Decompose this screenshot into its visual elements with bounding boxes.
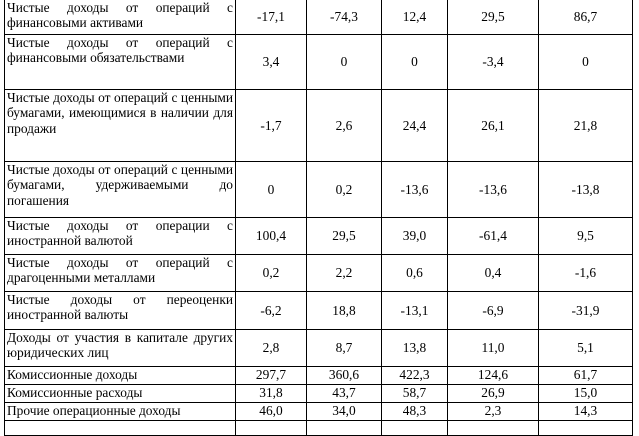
cell-value: 12,4 — [382, 0, 448, 35]
cell-value: 58,7 — [382, 385, 448, 403]
cell-value — [448, 421, 539, 436]
cell-value: 9,5 — [539, 218, 633, 255]
cell-value: 2,2 — [307, 255, 382, 292]
cell-value: 2,6 — [307, 90, 382, 162]
cell-value: 3,4 — [236, 35, 307, 90]
cell-value: -31,9 — [539, 292, 633, 330]
cell-value: 46,0 — [236, 403, 307, 421]
cell-value: 48,3 — [382, 403, 448, 421]
cell-value: 29,5 — [307, 218, 382, 255]
row-label — [5, 421, 236, 436]
cell-value: 8,7 — [307, 330, 382, 367]
table-row — [5, 330, 633, 367]
table-row — [5, 35, 633, 90]
cell-value: -1,6 — [539, 255, 633, 292]
cell-value — [539, 421, 633, 436]
table-row — [5, 367, 633, 385]
table-row — [5, 218, 633, 255]
row-label: Прочие операционные доходы — [5, 403, 236, 421]
cell-value — [236, 421, 307, 436]
row-label: Чистые доходы от переоценки иностранной валюты — [5, 292, 236, 330]
cell-value: -13,8 — [539, 162, 633, 218]
cell-value: 124,6 — [448, 367, 539, 385]
cell-value: -13,6 — [448, 162, 539, 218]
cell-value: 13,8 — [382, 330, 448, 367]
row-label: Комиссионные расходы — [5, 385, 236, 403]
cell-value: 31,8 — [236, 385, 307, 403]
cell-value: 0 — [382, 35, 448, 90]
cell-value: -74,3 — [307, 0, 382, 35]
cell-value: -13,6 — [382, 162, 448, 218]
cell-value: -6,9 — [448, 292, 539, 330]
row-label: Чистые доходы от операции с иностранной валютой — [5, 218, 236, 255]
row-label: Комиссионные доходы — [5, 367, 236, 385]
cell-value: -17,1 — [236, 0, 307, 35]
cell-value: 26,9 — [448, 385, 539, 403]
cell-value: 100,4 — [236, 218, 307, 255]
cell-value: 297,7 — [236, 367, 307, 385]
cell-value: 34,0 — [307, 403, 382, 421]
cell-value: 14,3 — [539, 403, 633, 421]
row-label: Чистые доходы от операций с ценными бумагами, имеющимися в наличии для продажи — [5, 90, 236, 162]
cell-value: 39,0 — [382, 218, 448, 255]
cell-value — [307, 421, 382, 436]
table-row — [5, 255, 633, 292]
table-row — [5, 292, 633, 330]
table-body — [5, 0, 633, 436]
cell-value: -3,4 — [448, 35, 539, 90]
cell-value: 15,0 — [539, 385, 633, 403]
cell-value: 11,0 — [448, 330, 539, 367]
cell-value: 0,6 — [382, 255, 448, 292]
cell-value: 0 — [307, 35, 382, 90]
cell-value: 18,8 — [307, 292, 382, 330]
row-label: Чистые доходы от операций с ценными бумагами, удерживаемыми до погашения — [5, 162, 236, 218]
cell-value: 0 — [236, 162, 307, 218]
cell-value: 2,8 — [236, 330, 307, 367]
cell-value: 43,7 — [307, 385, 382, 403]
cell-value: 26,1 — [448, 90, 539, 162]
table-row — [5, 403, 633, 421]
row-label: Чистые доходы от операций с финансовыми активами — [5, 0, 236, 35]
cell-value: 5,1 — [539, 330, 633, 367]
cell-value: -1,7 — [236, 90, 307, 162]
cell-value: 29,5 — [448, 0, 539, 35]
cell-value: 0,2 — [307, 162, 382, 218]
row-label: Доходы от участия в капитале других юридических лиц — [5, 330, 236, 367]
cell-value: -6,2 — [236, 292, 307, 330]
table-row — [5, 90, 633, 162]
cell-value — [382, 421, 448, 436]
financial-results-table — [4, 0, 633, 436]
cell-value: 0 — [539, 35, 633, 90]
cell-value: 24,4 — [382, 90, 448, 162]
row-label: Чистые доходы от операций с драгоценными металлами — [5, 255, 236, 292]
cell-value: -13,1 — [382, 292, 448, 330]
cell-value: 0,4 — [448, 255, 539, 292]
cell-value: 86,7 — [539, 0, 633, 35]
table-row-partial — [5, 421, 633, 436]
table-row — [5, 0, 633, 35]
row-label: Чистые доходы от операций с финансовыми обязательствами — [5, 35, 236, 90]
cell-value: 21,8 — [539, 90, 633, 162]
cell-value: 360,6 — [307, 367, 382, 385]
cell-value: 2,3 — [448, 403, 539, 421]
cell-value: 422,3 — [382, 367, 448, 385]
cell-value: 0,2 — [236, 255, 307, 292]
table-row — [5, 162, 633, 218]
table-row — [5, 385, 633, 403]
cell-value: 61,7 — [539, 367, 633, 385]
cell-value: -61,4 — [448, 218, 539, 255]
